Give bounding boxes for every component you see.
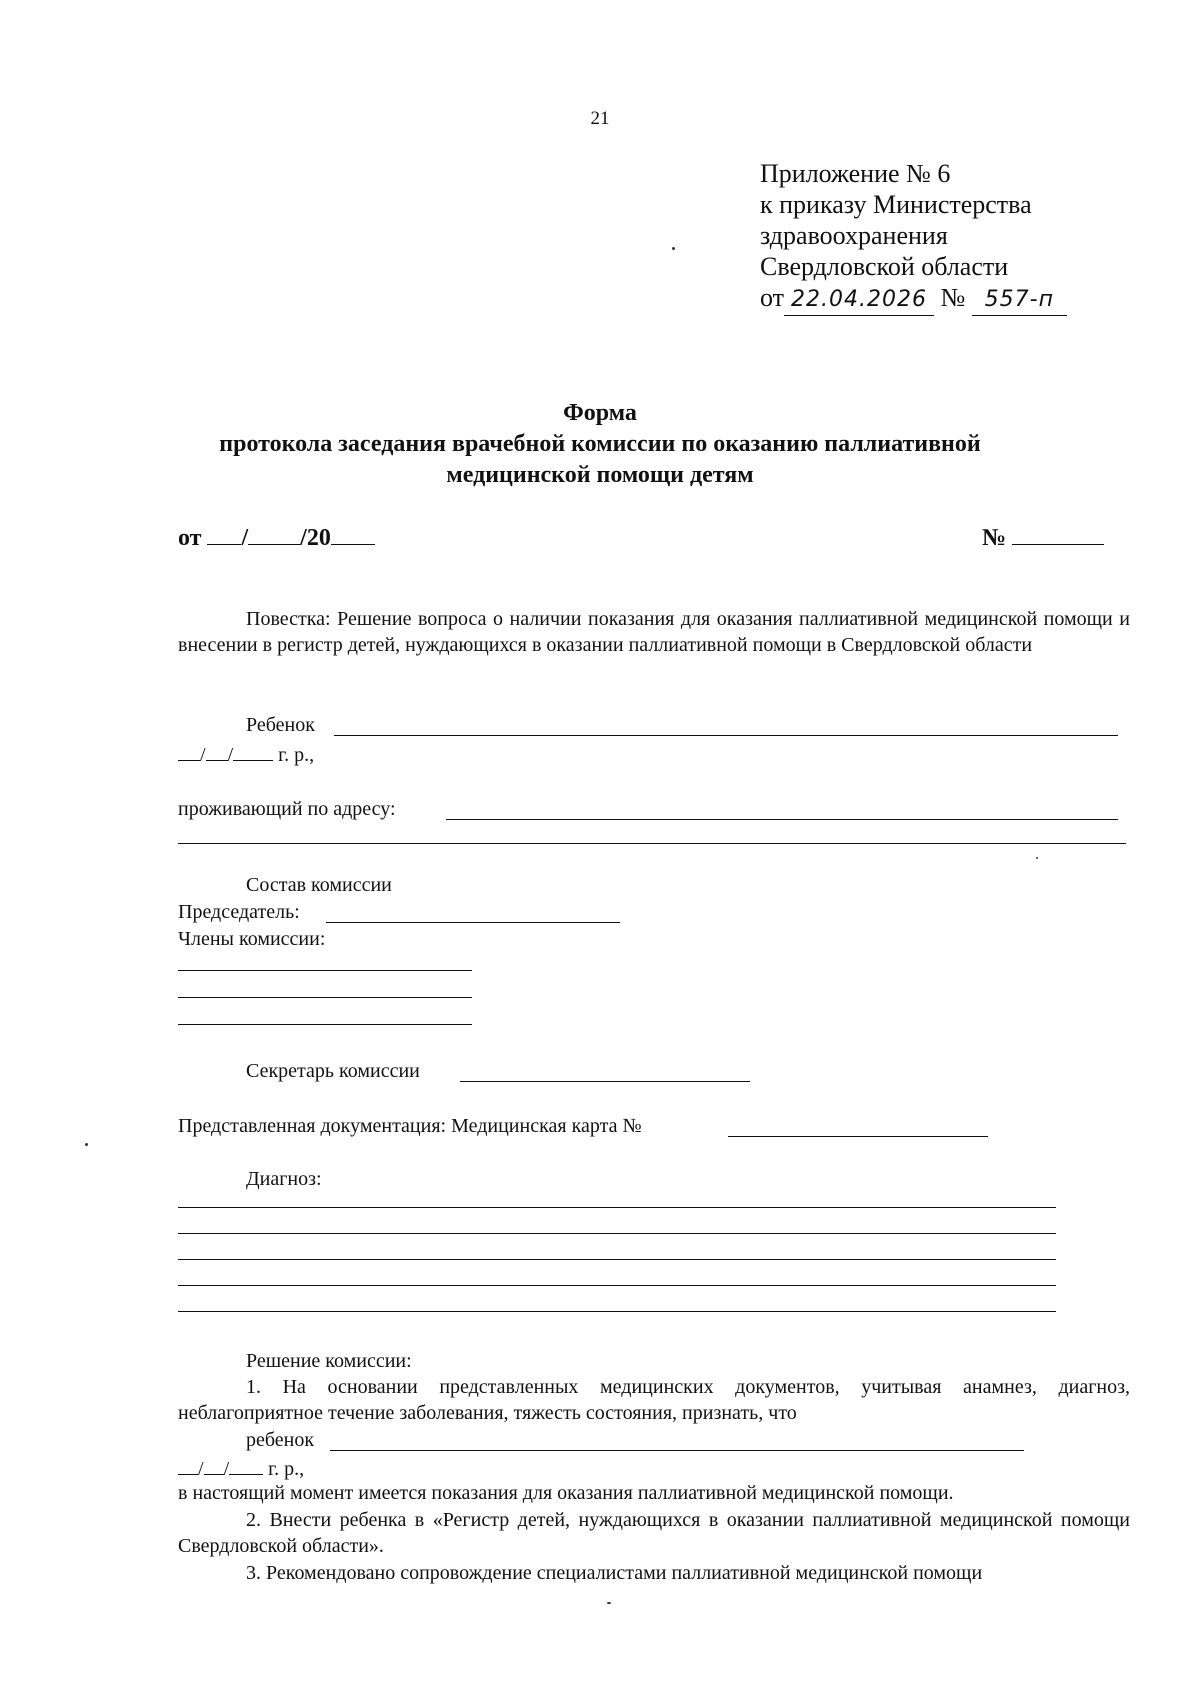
appendix-line-2: к приказу Министерства xyxy=(760,190,1032,219)
order-number-handwritten: 557-п xyxy=(972,284,1067,316)
protocol-number-row xyxy=(982,524,1104,552)
protocol-number-field[interactable] xyxy=(1012,524,1104,545)
child-birth-row: / / г. р., xyxy=(178,740,314,768)
child-label: Ребенок xyxy=(246,714,315,736)
child-birth-day-field[interactable] xyxy=(178,740,200,761)
protocol-num-label: № xyxy=(982,525,1007,551)
address-field-line-1[interactable] xyxy=(446,819,1118,820)
secretary-label: Секретарь комиссии xyxy=(246,1060,420,1082)
members-label: Члены комиссии: xyxy=(178,928,326,950)
decision-birth-month-field[interactable] xyxy=(204,1454,224,1475)
date-slash-year: /20 xyxy=(300,525,331,551)
appendix-line-1: Приложение № 6 xyxy=(760,159,951,188)
documents-label: Представленная документация: Медицинская карта № xyxy=(178,1115,642,1137)
chairman-label: Председатель: xyxy=(178,901,300,923)
decision-heading: Решение комиссии: xyxy=(246,1350,412,1372)
child-name-field[interactable] xyxy=(334,735,1118,736)
member-field-1[interactable] xyxy=(178,970,472,971)
diagnosis-field-2[interactable] xyxy=(178,1233,1056,1234)
scan-speck xyxy=(85,1143,88,1146)
address-field-line-2[interactable] xyxy=(178,843,1126,844)
appendix-line-4: Свердловской области xyxy=(760,252,1009,281)
month-field[interactable] xyxy=(248,524,300,545)
scan-speck xyxy=(1036,857,1038,859)
diagnosis-field-5[interactable] xyxy=(178,1311,1056,1312)
order-date-handwritten: 22.04.2026 xyxy=(784,284,934,316)
address-label: проживающий по адресу: xyxy=(178,798,396,820)
appendix-block xyxy=(760,158,1067,316)
decision-item-2: 2. Внести ребенка в «Регистр детей, нуждающихся в оказании паллиативной медицинской помощи Свердловской области». xyxy=(178,1509,1130,1557)
diagnosis-label: Диагноз: xyxy=(246,1168,322,1190)
form-title xyxy=(0,398,1200,491)
scan-speck xyxy=(672,247,675,250)
child-birth-suffix: г. р., xyxy=(278,744,315,766)
decision-birth-suffix: г. р., xyxy=(268,1458,305,1480)
protocol-date-row xyxy=(178,524,375,552)
diagnosis-field-4[interactable] xyxy=(178,1285,1056,1286)
appendix-date-row xyxy=(760,282,1067,316)
agenda-text: Повестка: Решение вопроса о наличии показания для оказания паллиативной медицинской помощи и внесении в регистр детей, нуждающихся в оказании паллиативной помощи в Свердловской области xyxy=(178,608,1130,656)
decision-child-name-field[interactable] xyxy=(330,1450,1024,1451)
decision-item-1-end: в настоящий момент имеется показания для оказания паллиативной медицинской помощи. xyxy=(178,1482,954,1504)
title-line-3: медицинской помощи детям xyxy=(446,462,754,488)
member-field-2[interactable] xyxy=(178,997,472,998)
title-line-2: протокола заседания врачебной комиссии по оказанию паллиативной xyxy=(219,431,981,457)
commission-heading: Состав комиссии xyxy=(246,874,392,896)
day-field[interactable] xyxy=(207,524,241,545)
decision-birth-row: / / г. р., xyxy=(178,1454,304,1482)
member-field-3[interactable] xyxy=(178,1024,472,1025)
child-birth-month-field[interactable] xyxy=(206,740,228,761)
diagnosis-field-3[interactable] xyxy=(178,1259,1056,1260)
protocol-from-label: от xyxy=(178,525,202,551)
decision-item-1: 1. На основании представленных медицинских документов, учитывая анамнез, диагноз, неблагоприятное течение заболевания, тяжесть состояния, признать, что xyxy=(178,1376,1130,1424)
secretary-field[interactable] xyxy=(460,1081,750,1082)
title-line-1: Форма xyxy=(563,400,637,426)
page-number: 21 xyxy=(590,108,610,129)
diagnosis-field-1[interactable] xyxy=(178,1207,1056,1208)
decision-item-3: 3. Рекомендовано сопровождение специалистами паллиативной медицинской помощи xyxy=(246,1562,983,1584)
child-birth-year-field[interactable] xyxy=(233,740,273,761)
appendix-num-label: № xyxy=(940,283,966,312)
decision-birth-day-field[interactable] xyxy=(178,1454,198,1475)
date-slash-1: / xyxy=(241,525,249,551)
medical-card-number-field[interactable] xyxy=(728,1136,988,1137)
scan-speck xyxy=(607,1602,611,1604)
decision-child-label: ребенок xyxy=(246,1429,315,1451)
year-field[interactable] xyxy=(331,524,375,545)
appendix-from-label: от xyxy=(760,283,785,312)
decision-birth-year-field[interactable] xyxy=(229,1454,263,1475)
chairman-field[interactable] xyxy=(326,922,620,923)
appendix-line-3: здравоохранения xyxy=(760,221,948,250)
